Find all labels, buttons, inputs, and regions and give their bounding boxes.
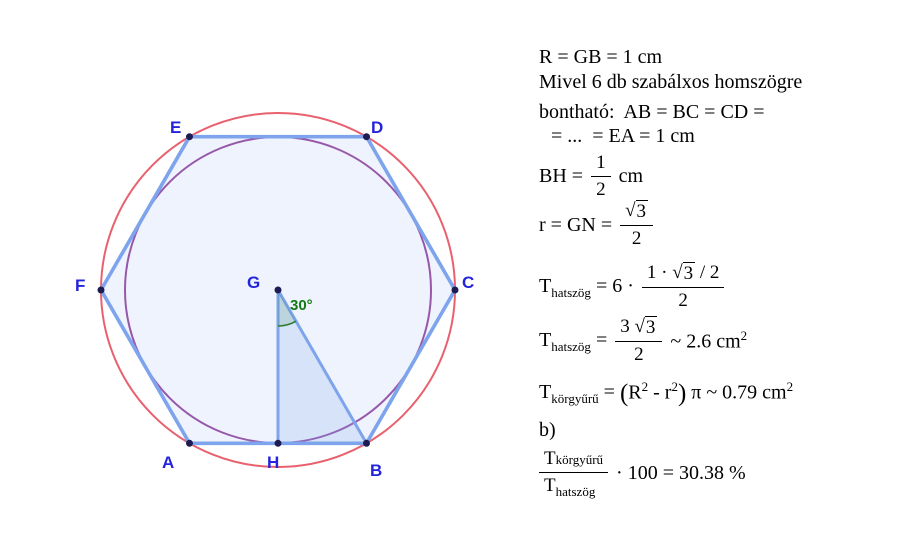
subscript-hatszog: hatszög <box>551 285 591 301</box>
radicand: 3 <box>683 263 694 284</box>
point-C <box>452 287 459 294</box>
subscript-korgyuru: körgyűrű <box>555 452 604 467</box>
sqrt-sign: √ <box>672 262 683 283</box>
fraction-areas-ratio <box>539 448 608 498</box>
fraction-numerator: 1 <box>591 152 611 177</box>
annulus-expression: $(R^2 - r^2)$ π ~ 0.79 $cm^2$ <box>619 379 794 408</box>
label-G: G <box>247 273 261 292</box>
fraction-triangle-area <box>642 262 725 312</box>
angle-label: 30° <box>290 297 313 314</box>
radicand: 3 <box>645 317 656 338</box>
bh-lhs: BH = <box>539 165 589 188</box>
solution-panel <box>539 0 898 554</box>
superscript-2: 2 <box>641 379 649 395</box>
text-explanation-2: bontható: AB = BC = CD = <box>539 101 765 123</box>
r-lhs: r = GN = <box>539 213 618 236</box>
fraction-denominator: 2 <box>678 289 688 311</box>
t-hatszog-lhs: $T_{hatszög}$ = <box>539 329 613 355</box>
sqrt-expression <box>625 200 648 223</box>
fraction-numerator <box>620 200 653 226</box>
right-paren: ) <box>677 380 687 408</box>
fraction-denominator: 2 <box>596 178 606 200</box>
fraction-denominator: $T_{hatszög}$ <box>544 474 596 499</box>
superscript-2: 2 <box>740 327 748 343</box>
hexagon-area-value: ~ 2.6 $cm^2$ <box>665 327 748 353</box>
sqrt-expression <box>634 316 657 339</box>
left-paren: ( <box>619 380 629 408</box>
sqrt-expression <box>672 262 695 285</box>
subscript-korgyuru: körgyűrű <box>551 391 599 406</box>
fraction-numerator: 1 · √ 3 / 2 <box>642 262 725 288</box>
text-explanation-1: Mivel 6 db szabálxos homszögre <box>539 71 803 93</box>
superscript-2: 2 <box>786 379 794 395</box>
label-E: E <box>170 118 182 137</box>
label-B: B <box>370 461 383 480</box>
label-C: C <box>462 273 475 292</box>
point-H <box>275 440 282 447</box>
fraction-sqrt3-over-2 <box>620 200 653 250</box>
sqrt-sign: √ <box>634 316 645 337</box>
subscript-hatszog: hatszög <box>555 483 596 499</box>
t-hatszog-lhs: $T_{hatszög} = 6$ · <box>539 275 639 301</box>
formula-hexagon-area-result <box>539 316 747 366</box>
formula-percentage <box>539 448 746 498</box>
formula-inradius <box>539 200 656 250</box>
label-F: F <box>75 276 86 295</box>
fraction-denominator: 2 <box>631 227 642 249</box>
subscript-hatszog: hatszög <box>551 339 591 355</box>
fraction-one-half <box>591 152 611 201</box>
radicand: 3 <box>636 201 647 222</box>
percentage-result: · 100 = 30.38 % <box>611 461 746 484</box>
fraction-3sqrt3-over-2 <box>615 316 662 366</box>
sqrt-sign: √ <box>625 200 636 221</box>
point-B <box>363 440 370 447</box>
point-F <box>98 287 105 294</box>
point-G <box>275 287 282 294</box>
point-E <box>186 133 193 140</box>
text-explanation-3: = ... = EA = 1 cm <box>551 125 695 147</box>
fraction-denominator: 2 <box>634 343 644 365</box>
point-A <box>186 440 193 447</box>
label-A: A <box>162 453 175 472</box>
t-korgyuru-lhs: $T_{körgyűrű}$ = <box>539 381 620 406</box>
fraction-numerator: T körgyűrű <box>539 448 608 473</box>
part-b-label: b) <box>539 419 556 441</box>
label-D: D <box>371 118 384 137</box>
formula-radius: R = GB = 1 cm <box>539 46 663 68</box>
point-D <box>363 133 370 140</box>
superscript-2: 2 <box>671 379 678 395</box>
label-H: H <box>267 453 280 472</box>
formula-annulus-area <box>539 379 794 408</box>
formula-hexagon-area-setup <box>539 262 727 312</box>
bh-unit: cm <box>613 165 643 188</box>
fraction-numerator: 3 √ 3 <box>615 316 662 342</box>
formula-BH <box>539 152 643 201</box>
